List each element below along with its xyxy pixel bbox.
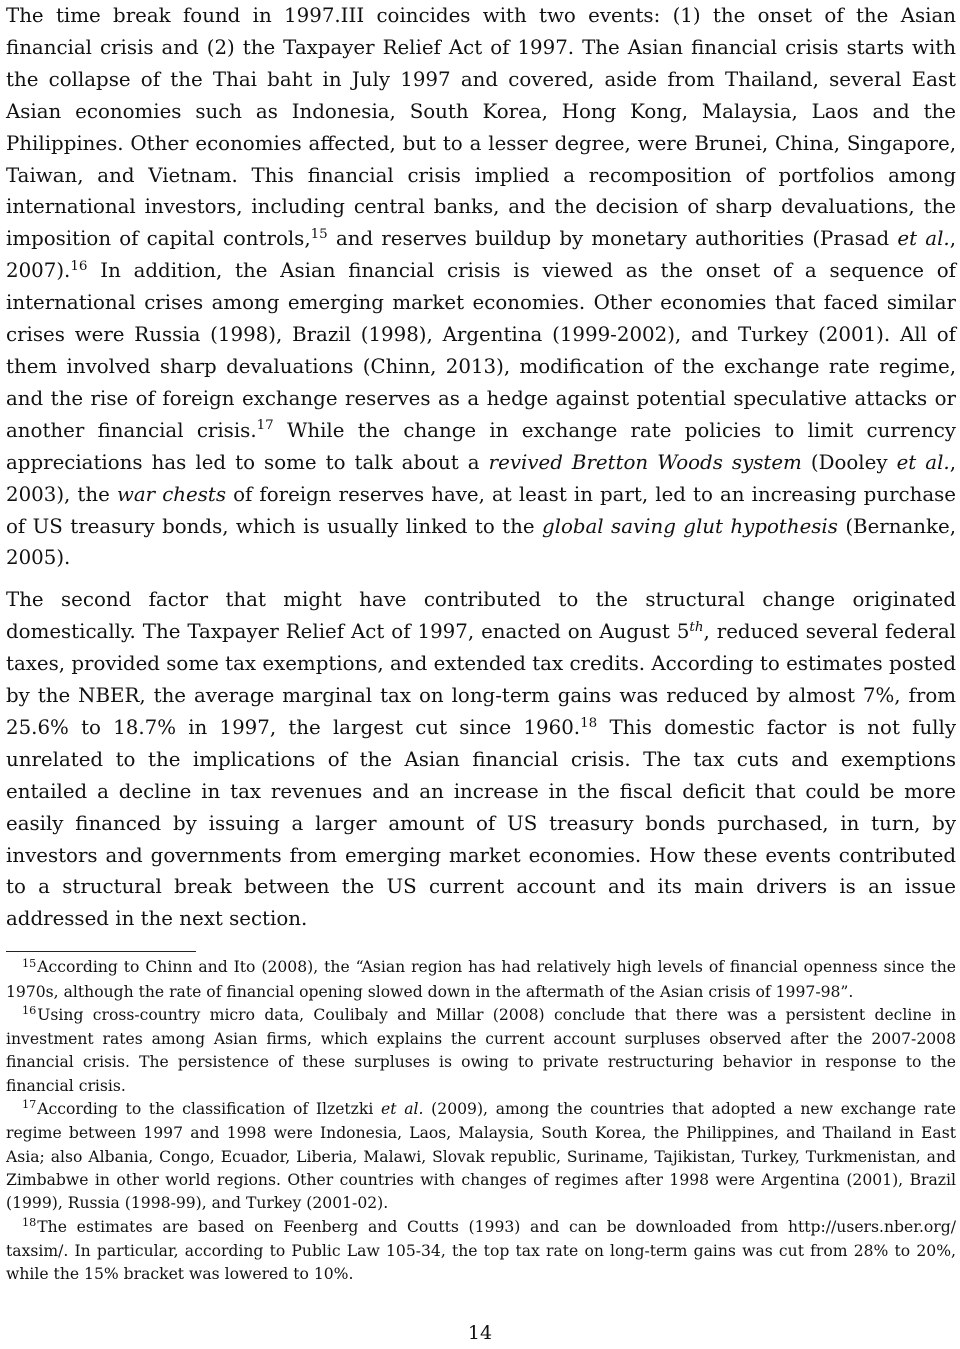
italic-et-al: et al. <box>896 450 950 474</box>
text: (Dooley <box>801 450 897 474</box>
paragraph-asian-crisis <box>6 0 956 574</box>
footnote-number: 18 <box>22 1215 37 1229</box>
text: of foreign reserves have, at least in part, led to an increasing purchase of US treasury bonds, which is usually linked to the <box>6 482 957 538</box>
text: While the change in exchange rate policies to limit currency appreciations has led to some to talk about a <box>6 418 956 474</box>
footnote-15 <box>6 956 956 1004</box>
text: (Bernanke, 2005). <box>6 514 956 570</box>
footnote-number: 16 <box>22 1004 37 1018</box>
footnote-ref-15[interactable]: 15 <box>310 226 328 242</box>
text: and reserves buildup by monetary authorities (Prasad <box>327 227 898 251</box>
page-number: 14 <box>467 1322 493 1344</box>
footnote-16 <box>6 1004 956 1098</box>
text: , reduced several federal taxes, provided some tax exemptions, and extended tax credits. According to estimates posted by the NBER, the average marginal tax on long-term gains was reduced by almost 7%, from 25.6% to 18.7% in 1997, the largest cut since 1960. <box>6 620 956 739</box>
text: , 2003), the <box>6 450 956 506</box>
text: This domestic factor is not fully unrelated to the implications of the Asian financial crisis. The tax cuts and exemptions entailed a decline in tax revenues and an increase in the fiscal deficit that could be more easily financed by issuing a larger amount of US treasury bonds purchased, in turn, by investors and governments from emerging market economies. How these events contributed to a structural break between the US current account and its main drivers is an issue addressed in the next section. <box>6 715 957 931</box>
italic-war-chests: war chests <box>116 482 226 506</box>
paragraph-taxpayer-relief <box>6 584 956 935</box>
footnote-text: According to Chinn and Ito (2008), the “Asian region has had relatively high levels of financial openness since the 1970s, although the rate of financial opening slowed down in the aftermath of the Asian crisis of 1997-98”. <box>6 958 956 1001</box>
text: , 2007). <box>6 227 956 283</box>
text: The second factor that might have contributed to the structural change originated domestically. The Taxpayer Relief Act of 1997, enacted on August 5 <box>6 588 956 644</box>
footnote-divider <box>6 951 196 952</box>
italic-bretton-woods: revived Bretton Woods system <box>488 450 802 474</box>
footnote-number: 17 <box>22 1098 37 1112</box>
italic-et-al: et al. <box>381 1100 424 1119</box>
page <box>6 0 956 1286</box>
italic-saving-glut: global saving glut hypothesis <box>541 514 838 538</box>
superscript-th: th <box>689 619 704 635</box>
footnote-ref-16[interactable]: 16 <box>70 258 88 274</box>
footnote-text: Using cross-country micro data, Coulibaly and Millar (2008) conclude that there was a persistent decline in investment rates among Asian firms, which explains the current account surpluses observed after the 2007-2008 financial crisis. The persistence of these surpluses is owing to private restructuring behavior in response to the financial crisis. <box>6 1005 956 1095</box>
footnote-ref-17[interactable]: 17 <box>256 418 274 434</box>
footnote-text: The estimates are based on Feenberg and Coutts (1993) and can be downloaded from http://users.nber.org/ taxsim/. In particular, according to Public Law 105-34, the top tax rate on long-term gains was cut from 28% to 20%, while the 15% bracket was lowered to 10%. <box>6 1217 956 1284</box>
italic-et-al: et al. <box>897 227 950 251</box>
footnote-18 <box>6 1216 956 1287</box>
text: In addition, the Asian financial crisis is viewed as the onset of a sequence of international crises among emerging market economies. Other economies that faced similar crises were Russia (1998), Brazil (1998), Argentina (1999-2002), and Turkey (2001). All of them involved sharp devaluations (Chinn, 2013), modification of the exchange rate regime, and the rise of foreign exchange reserves as a hedge against potential speculative attacks or another financial crisis. <box>6 259 956 442</box>
text: The time break found in 1997.III coincides with two events: (1) the onset of the Asian financial crisis and (2) the Taxpayer Relief Act of 1997. The Asian financial crisis starts with the collapse of the Thai baht in July 1997 and covered, aside from Thailand, several East Asian economies such as Indonesia, South Korea, Hong Kong, Malaysia, Laos and the Philippines. Other economies affected, but to a lesser degree, were Brunei, China, Singapore, Taiwan, and Vietnam. This financial crisis implied a recomposition of portfolios among international investors, including central banks, and the decision of sharp devaluations, the imposition of capital controls, <box>6 4 956 251</box>
footnote-text: According to the classification of Ilzetzki <box>37 1100 382 1119</box>
footnote-ref-18[interactable]: 18 <box>580 715 598 731</box>
footnote-17 <box>6 1098 956 1215</box>
footnote-text: (2009), among the countries that adopted a new exchange rate regime between 1997 and 1998 were Indonesia, Laos, Malaysia, South Korea, the Philippines, and Thailand in East Asia; also Albania, Congo, Ecuador, Liberia, Malawi, Slovak republic, Suriname, Tajikistan, Turkey, Turkmenistan, and Zimbabwe in other world regions. Other countries with changes of regimes after 1998 were Argentina (2001), Brazil (1999), Russia (1998-99), and Turkey (2001-02). <box>6 1100 956 1213</box>
footnote-number: 15 <box>22 956 37 970</box>
